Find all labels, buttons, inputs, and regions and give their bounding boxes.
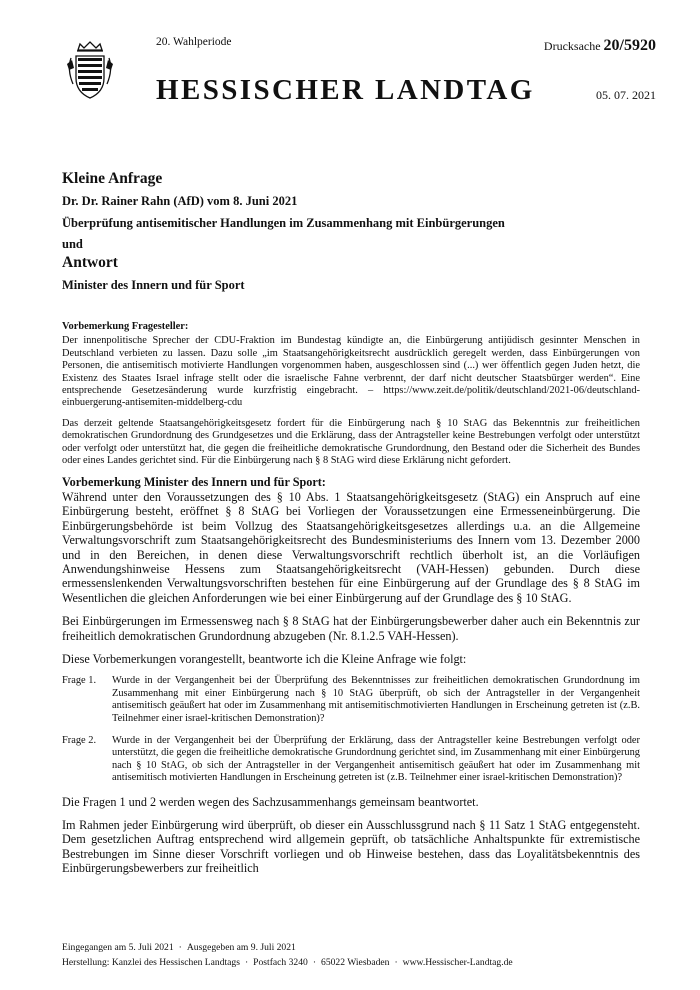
- question-2: [62, 735, 640, 785]
- title-block: [62, 170, 652, 293]
- pre-minister-title: Vorbemerkung Minister des Innern und für Sport:: [62, 475, 326, 490]
- und-line: und: [62, 237, 83, 251]
- document-type: Kleine Anfrage: [62, 170, 163, 187]
- question-2-label: Frage 2.: [62, 734, 97, 746]
- received-date: Eingegangen am 5. Juli 2021: [62, 942, 174, 953]
- question-2-text: Wurde in der Vergangenheit bei der Überprüfung der Erklärung, dass der Antragsteller keine Bestrebungen verfolgt oder unterstützt, die gegen die freiheitliche demokratische Grundordnung gerichtet sind, im Zusammenhang mit einer Einbürgerung nach § 10 StAG, ob sich der Antragsteller in der Vergangenheit antisemitisch geäußert hat oder im Zusammenhang mit antisemitisch motivierten Handlungen in Erscheinung getreten ist (z.B. Teilnehmer einer israel-kritischen Demonstration)?: [112, 734, 640, 784]
- website-link[interactable]: www.Hessischer-Landtag.de: [402, 957, 513, 968]
- producer: Herstellung: Kanzlei des Hessischen Landtags: [62, 957, 240, 968]
- separator-dot: ·: [244, 957, 249, 968]
- drucksache-number: 20/5920: [603, 37, 656, 54]
- footer: [62, 940, 642, 970]
- answer-heading: Antwort: [62, 254, 118, 271]
- po-box: Postfach 3240: [253, 957, 308, 968]
- separator-dot: ·: [394, 957, 398, 968]
- answer-paragraph-2: Im Rahmen jeder Einbürgerung wird überprüft, ob dieser ein Ausschlussgrund nach § 11 Satz 1 StAG entgegensteht. Dem gesetzlichen Auftrag entsprechend wird allgemein geprüft, ob tatsächliche Anhaltspunkte für extremistische Bestrebungen im Sinne dieser Vorschrift vorliegen und ob Hinweise bestehen, dass das Loyalitätsbekenntnis des Einbürgerungsbewerbers zur freiheitlich: [62, 818, 640, 876]
- pre-minister-paragraph-1: Während unter den Voraussetzungen des § 10 Abs. 1 Staatsangehörigkeitsgesetz (StAG) ein Anspruch auf eine Einbürgerung besteht, eröffnet § 8 StAG bei Vorliegen der Voraussetzungen eine Ermesseneinbürgerung. Die Einbürgerungsbehörde ist beim Vollzug des Staatsangehörigkeitsgesetzes allerdings u.a. an die Allgemeine Verwaltungsvorschrift zum Staatsangehörigkeitsrecht des Bundesministeriums des Innern vom 13. Dezember 2000 und in den Bereichen, in denen diese Verwaltungsvorschrift rechtlich überholt ist, an die Vorläufigen Anwendungshinweise Hessens zum Staatsangehörigkeitsrecht (VAH-Hessen) gebunden. Durch diese ermessenslenkenden Verwaltungsvorschriften bestehen für eine Einbürgerung auf der Grundlage des § 8 StAG im Wesentlichen die gleichen Anforderungen wie bei einer Einbürgerung auf der Grundlage des § 10 StAG.: [62, 489, 640, 605]
- issued-date: Ausgegeben am 9. Juli 2021: [186, 942, 296, 953]
- footer-line-1: [62, 940, 642, 955]
- answer-paragraph-1: Die Fragen 1 und 2 werden wegen des Sachzusammenhangs gemeinsam beantwortet.: [62, 794, 479, 809]
- author-line: Dr. Dr. Rainer Rahn (AfD) vom 8. Juni 2021: [62, 194, 298, 208]
- hessen-coat-of-arms-icon: [64, 40, 116, 102]
- drucksache-reference: [544, 37, 656, 55]
- parliament-name: HESSISCHER LANDTAG: [156, 74, 535, 106]
- city: 65022 Wiesbaden: [321, 957, 390, 968]
- footer-line-2: [62, 955, 642, 970]
- drucksache-label: Drucksache: [543, 39, 601, 53]
- pre-minister-paragraph-2: Bei Einbürgerungen im Ermessensweg nach § 8 StAG hat der Einbürgerungsbewerber daher auch ein Bekenntnis zur freiheitlich demokratischen Grundordnung abzugeben (Nr. 8.1.2.5 VAH-Hessen).: [62, 614, 640, 643]
- pre-fragesteller-title: Vorbemerkung Fragesteller:: [62, 321, 189, 332]
- pre-fragesteller-paragraph-1: Der innenpolitische Sprecher der CDU-Fraktion im Bundestag kündigte an, die Einbürgerung antijüdisch gesinnter Menschen in Deutschland verbieten zu lassen. Dazu solle „im Staatsangehörigkeitsrecht ausdrücklich geregelt werden, dass Einbürgerungen von Personen, die antisemitisch motivierte Handlungen vorgenommen haben, ausgeschlossen sind (...) wer öffentlich gegen Juden hetzt, die Existenz des Staates Israel infrage stellt oder die israelische Fahne verbrennt, der darf nicht deutscher Staatsbürger werden“. Eine entsprechende Gesetzesänderung wurde kurzfristig eingebracht. – https://www.zeit.de/politik/deutschland/2021-06/deutschland-einbuergerung-antisemiten-middelberg-cdu: [62, 335, 640, 409]
- legislative-period: 20. Wahlperiode: [156, 36, 232, 48]
- pre-fragesteller-paragraph-2: Das derzeit geltende Staatsangehörigkeitsgesetz fordert für die Einbürgerung nach § 10 StAG das Bekenntnis zur freiheitlichen demokratischen Grundordnung des Grundgesetzes und die Erklärung, dass der Antragsteller keine Bestrebungen verfolgt oder unterstützt oder verfolgt oder unterstützt hat, die gegen die freiheitliche demokratische Grundordnung, den Bestand oder die Sicherheit des Bundes oder eines Landes gerichtet sind. Für die Einbürgerung nach § 8 StAG wird diese Erklärung nicht gefordert.: [62, 417, 640, 467]
- separator-dot: ·: [312, 957, 317, 968]
- question-1-text: Wurde in der Vergangenheit bei der Überprüfung des Bekenntnisses zur freiheitlichen demokratischen Grundordnung im Zusammenhang mit einer Einbürgerung nach § 10 StAG überprüft, ob sich der Antragsteller in der Vergangenheit antisemitisch geäußert hat oder im Zusammenhang mit antisemitischmotivierten Handlungen in Erscheinung getreten ist (z.B. Teilnehmer einer israel-kritischen Demonstration)?: [112, 675, 640, 724]
- separator-dot: ·: [178, 942, 182, 953]
- question-1-label: Frage 1.: [62, 675, 97, 687]
- document-body: [62, 321, 640, 885]
- minister-line: Minister des Innern und für Sport: [62, 278, 245, 292]
- document-date: 05. 07. 2021: [596, 88, 656, 102]
- question-1: [62, 675, 640, 725]
- subject-line: Überprüfung antisemitischer Handlungen im Zusammenhang mit Einbürgerungen: [62, 216, 505, 230]
- pre-minister-paragraph-3: Diese Vorbemerkungen vorangestellt, beantworte ich die Kleine Anfrage wie folgt:: [62, 651, 467, 666]
